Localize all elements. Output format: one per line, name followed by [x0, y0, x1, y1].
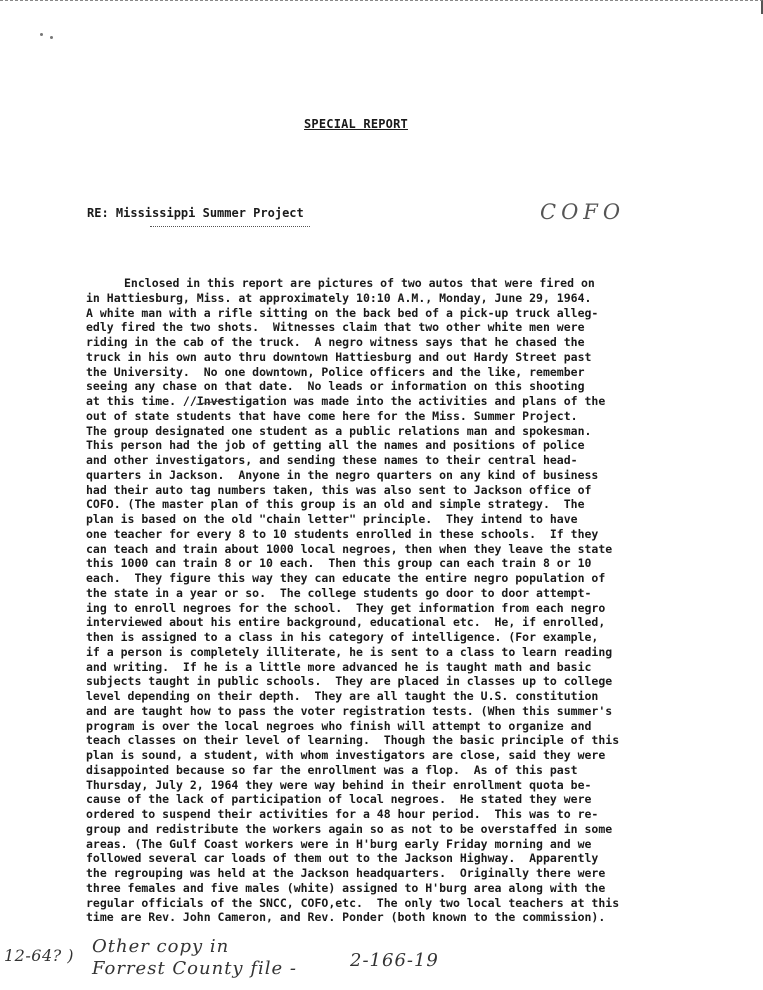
body-line: the University. No one downtown, Police officers and the like, remember: [86, 364, 585, 379]
body-line: time are Rev. John Cameron, and Rev. Ponder (both known to the commission).: [86, 910, 606, 925]
body-line: The group designated one student as a public relations man and spokesman.: [86, 423, 592, 438]
body-line: and are taught how to pass the voter registration tests. (When this summer's: [86, 703, 613, 718]
body-line: program is over the local negroes who finish will attempt to organize and: [86, 718, 592, 733]
body-line: ing to enroll negroes for the school. They get information from each negro: [86, 600, 606, 615]
body-line: ordered to suspend their activities for a 48 hour period. This was to re-: [86, 807, 599, 821]
body-line: level depending on their depth. They are all taught the U.S. constitution: [86, 689, 599, 703]
body-line: quarters in Jackson. Anyone in the negro quarters on any kind of business: [86, 467, 599, 482]
body-line: if a person is completely illiterate, he is sent to a class to learn reading: [86, 644, 613, 659]
handwritten-note-line-2: Forrest County file -: [92, 958, 297, 979]
report-body: [86, 276, 678, 925]
body-line: had their auto tag numbers taken, this was also sent to Jackson office of: [86, 482, 592, 497]
body-line: and writing. If he is a little more advanced he is taught math and basic: [86, 659, 592, 674]
body-line: the state in a year or so. The college students go door to door attempt-: [86, 585, 592, 600]
body-line: each. They figure this way they can educate the entire negro population of: [86, 571, 606, 585]
body-line: A white man with a rifle sitting on the back bed of a pick-up truck alleg-: [86, 305, 599, 320]
body-line: can teach and train about 1000 local negroes, then when they leave the state: [86, 541, 613, 556]
body-line: this 1000 can train 8 or 10 each. Then this group can each train 8 or 10: [86, 556, 592, 571]
body-line: in Hattiesburg, Miss. at approximately 10:10 A.M., Monday, June 29, 1964.: [86, 290, 592, 305]
scan-speck: [50, 36, 53, 39]
body-line: plan is sound, a student, with whom investigators are close, said they were: [86, 748, 606, 762]
body-line: regular officials of the SNCC, COFO,etc. The only two local teachers at this: [86, 895, 620, 910]
handwritten-left-margin-note: 12-64? ): [4, 946, 75, 965]
report-title: SPECIAL REPORT: [304, 117, 408, 131]
body-line: three females and five males (white) assigned to H'burg area along with the: [86, 880, 606, 895]
body-line: at this time. //Investigation was made into the activities and plans of the: [86, 394, 606, 408]
body-line: Thursday, July 2, 1964 they were way behind in their enrollment quota be-: [86, 777, 592, 792]
body-line: areas. (The Gulf Coast workers were in H'burg early Friday morning and we: [86, 836, 592, 851]
scan-speck: [40, 33, 43, 36]
body-line: disappointed because so far the enrollment was a flop. As of this past: [86, 762, 578, 777]
body-line: one teacher for every 8 to 10 students enrolled in these schools. If they: [86, 526, 599, 541]
body-line: subjects taught in public schools. They are placed in classes up to college: [86, 674, 613, 689]
body-line: edly fired the two shots. Witnesses claim that two other white men were: [86, 320, 585, 335]
subject-line: RE: Mississippi Summer Project: [87, 206, 304, 220]
page-edge: [0, 0, 763, 14]
body-line: seeing any chase on that date. No leads or information on this shooting: [86, 379, 585, 394]
body-line: and other investigators, and sending these names to their central head-: [86, 453, 578, 467]
body-line: out of state students that have come here for the Miss. Summer Project.: [86, 408, 578, 423]
body-line: interviewed about his entire background, educational etc. He, if enrolled,: [86, 615, 606, 630]
body-line: COFO. (The master plan of this group is an old and simple strategy. The: [86, 497, 585, 512]
body-line: cause of the lack of participation of local negroes. He stated they were: [86, 792, 592, 807]
body-line: followed several car loads of them out to the Jackson Highway. Apparently: [86, 851, 599, 866]
body-line: then is assigned to a class in his category of intelligence. (For example,: [86, 630, 599, 644]
body-line: This person had the job of getting all the names and positions of police: [86, 438, 585, 453]
body-line: riding in the cab of the truck. A negro witness says that he chased the: [86, 335, 585, 349]
body-line: group and redistribute the workers again so as not to be overstaffed in some: [86, 821, 613, 836]
body-line: truck in his own auto thru downtown Hattiesburg and out Hardy Street past: [86, 349, 592, 364]
body-line: the regrouping was held at the Jackson headquarters. Originally there were: [86, 866, 606, 880]
body-line: Enclosed in this report are pictures of two autos that were fired on: [124, 276, 595, 290]
handwritten-file-number: 2-166-19: [350, 950, 439, 971]
body-line: plan is based on the old "chain letter" principle. They intend to have: [86, 512, 578, 526]
subject-underline: [150, 226, 310, 227]
handwritten-cofo-note: COFO: [540, 200, 626, 224]
body-line: teach classes on their level of learning. Though the basic principle of this: [86, 733, 620, 748]
handwritten-note-line-1: Other copy in: [92, 936, 230, 957]
